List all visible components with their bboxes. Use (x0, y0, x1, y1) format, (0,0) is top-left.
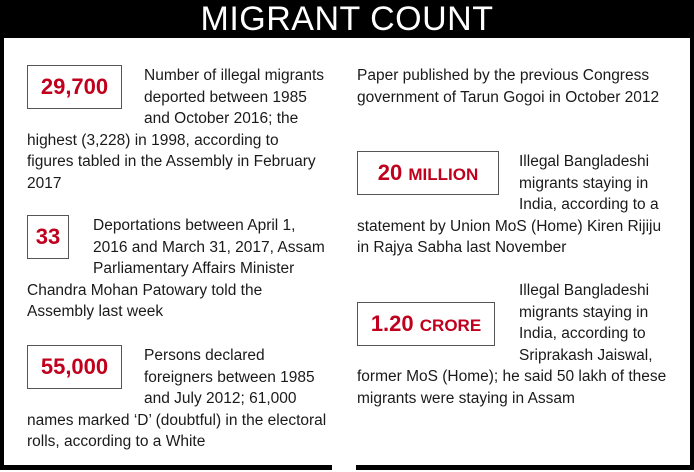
stat-description: Illegal Bangladeshi migrants staying in India, according to a statement by Union MoS (Home) Kiren Rijiju in Rajya Sabha last November (357, 153, 662, 257)
stat-number-box (27, 65, 122, 109)
stat-continuation: Paper published by the previous Congress government of Tarun Gogoi in October 2012 (357, 67, 660, 106)
stat-item-deportations-2016 (27, 215, 327, 323)
stat-number-box (357, 302, 495, 346)
bottom-rule-left (0, 465, 332, 470)
stat-item-crore (357, 280, 667, 410)
frame-left-border (0, 38, 4, 466)
stat-number: 1.20 (370, 311, 414, 336)
stat-item-foreigners-declared (27, 345, 327, 453)
stat-number-box (27, 215, 69, 259)
stat-item-deported (27, 65, 327, 195)
frame-right-border (690, 38, 694, 466)
stat-item-twenty-million (357, 151, 667, 259)
stat-number-box (357, 151, 499, 195)
stat-description: Deportations between April 1, 2016 and March 31, 2017, Assam Parliamentary Affairs Minister Chandra Mohan Patowary told the Assembly last week (27, 217, 325, 321)
page-title: MIGRANT COUNT (0, 0, 694, 38)
stat-number-box (27, 345, 122, 389)
stat-description: Persons declared foreigners between 1985 and July 2012; 61,000 names marked ‘D’ (doubtful) in the electoral rolls, according to a White (27, 347, 327, 451)
stat-number: 33 (35, 224, 61, 249)
stat-unit: MILLION (408, 165, 479, 184)
stat-description: Number of illegal migrants deported between 1985 and October 2016; the highest (3,228) in 1998, according to figures tabled in the Assembly in February 2017 (27, 67, 325, 192)
stat-description: Illegal Bangladeshi migrants staying in India, according to Sriprakash Jaiswal, former MoS (Home); he said 50 lakh of these migrants were staying in Assam (357, 282, 667, 407)
bottom-rule-right (356, 465, 694, 470)
stat-unit: CRORE (419, 316, 482, 335)
stat-number: 55,000 (40, 354, 109, 379)
stat-number: 20 (377, 160, 403, 185)
stat-number: 29,700 (40, 74, 109, 99)
